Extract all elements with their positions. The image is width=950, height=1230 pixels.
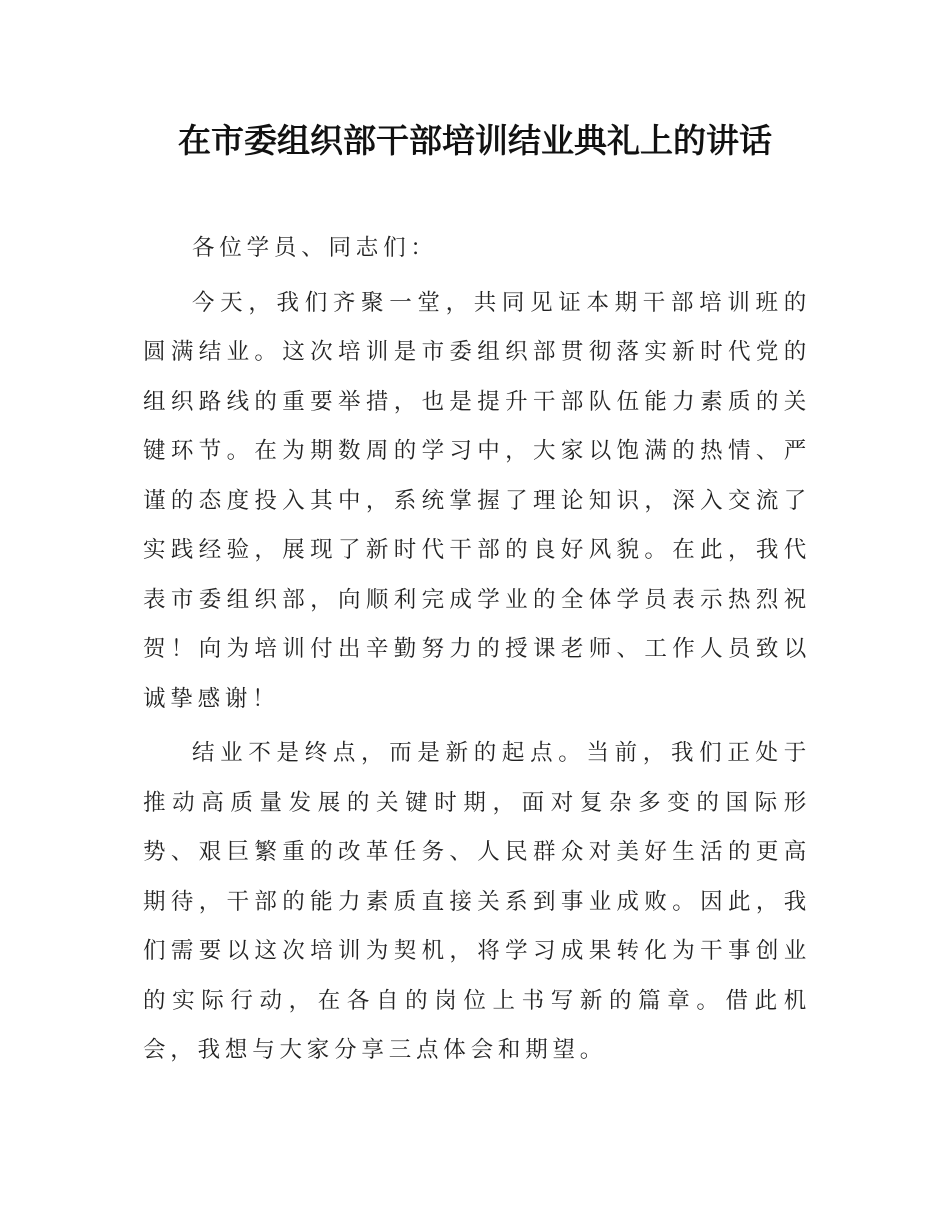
paragraph-1: 今天，我们齐聚一堂，共同见证本期干部培训班的圆满结业。这次培训是市委组织部贯彻落实新时代党的组织路线的重要举措，也是提升干部队伍能力素质的关键环节。在为期数周的学习中，大家以饱满的热情、严谨的态度投入其中，系统掌握了理论知识，深入交流了实践经验，展现了新时代干部的良好风貌。在此，我代表市委组织部，向顺利完成学业的全体学员表示热烈祝贺！向为培训付出辛勤努力的授课老师、工作人员致以诚挚感谢！ xyxy=(143,289,811,712)
salutation: 各位学员、同志们： xyxy=(192,235,438,261)
paragraph-2: 结业不是终点，而是新的起点。当前，我们正处于推动高质量发展的关键时期，面对复杂多变的国际形势、艰巨繁重的改革任务、人民群众对美好生活的更高期待，干部的能力素质直接关系到事业成败。因此，我们需要以这次培训为契机，将学习成果转化为干事创业的实际行动，在各自的岗位上书写新的篇章。借此机会，我想与大家分享三点体会和期望。 xyxy=(143,740,811,1063)
page-title: 在市委组织部干部培训结业典礼上的讲话 xyxy=(178,121,772,160)
document-body xyxy=(143,224,811,1081)
